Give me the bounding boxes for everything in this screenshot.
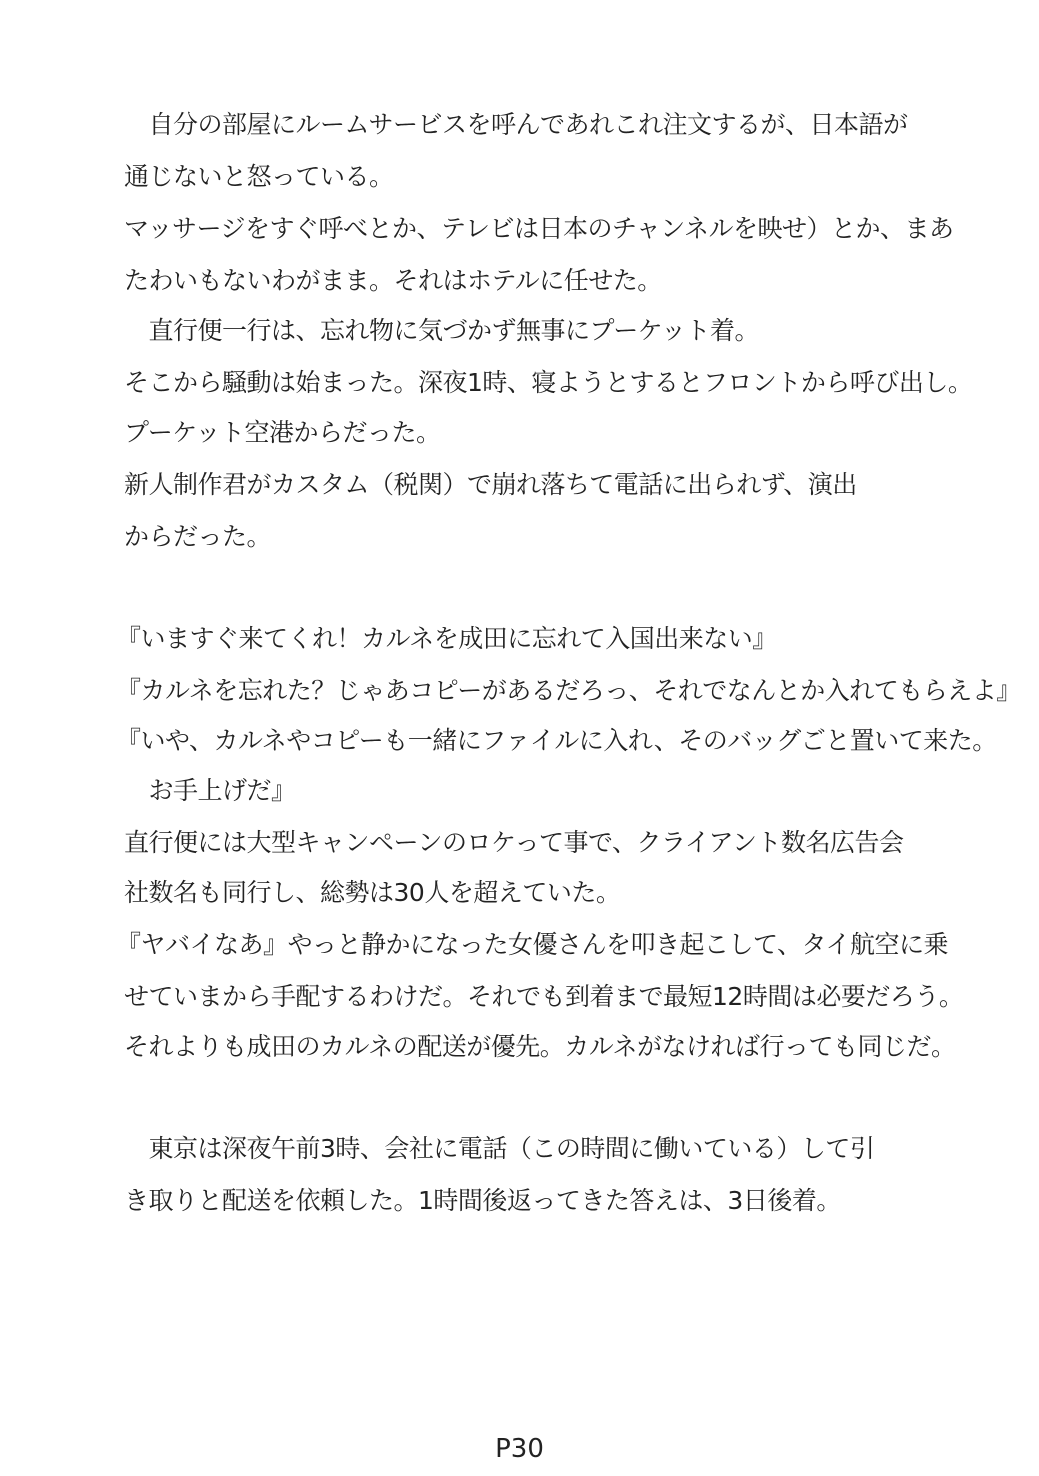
text-line: 通じないと怒っている。 [124,162,394,191]
text-line: 『いや、カルネやコピーも一緒にファイルに入れ、そのバッグごと置いて来た。 [116,726,997,755]
text-line: 直行便には大型キャンペーンのロケって事で、クライアント数名広告会 [124,828,904,857]
text-line: 『いますぐ来てくれ！カルネを成田に忘れて入国出来ない』 [116,624,777,653]
text-line: 東京は深夜午前3時、会社に電話（この時間に働いている）して引 [124,1134,875,1163]
text-line: プーケット空港からだった。 [124,418,441,447]
text-line: き取りと配送を依頼した。1時間後返ってきた答えは、3日後着。 [124,1186,841,1215]
text-line: 『ヤバイなあ』やっと静かになった女優さんを叩き起こして、タイ航空に乗 [116,930,949,959]
text-line: せていまから手配するわけだ。それでも到着まで最短12時間は必要だろう。 [124,982,964,1011]
text-line: そこから騒動は始まった。深夜1時、寝ようとするとフロントから呼び出し。 [124,368,973,397]
text-line: 新人制作君がカスタム（税関）で崩れ落ちて電話に出られず、演出 [124,470,857,499]
text-line: たわいもないわがまま。それはホテルに任せた。 [124,266,662,295]
text-line: マッサージをすぐ呼べとか、テレビは日本のチャンネルを映せ）とか、まあ [124,214,954,243]
text-line: 社数名も同行し、総勢は30人を超えていた。 [124,878,621,907]
text-line: それよりも成田のカルネの配送が優先。カルネがなければ行っても同じだ。 [124,1032,956,1061]
text-line: 自分の部屋にルームサービスを呼んであれこれ注文するが、日本語が [124,110,908,139]
text-line: からだった。 [124,522,272,551]
text-line: 『カルネを忘れた？じゃあコピーがあるだろっ、それでなんとか入れてもらえよ』 [116,676,1021,705]
text-line: 直行便一行は、忘れ物に気づかず無事にプーケット着。 [124,316,760,345]
page-number: P30 [495,1434,544,1464]
text-line: お手上げだ』 [124,776,296,805]
